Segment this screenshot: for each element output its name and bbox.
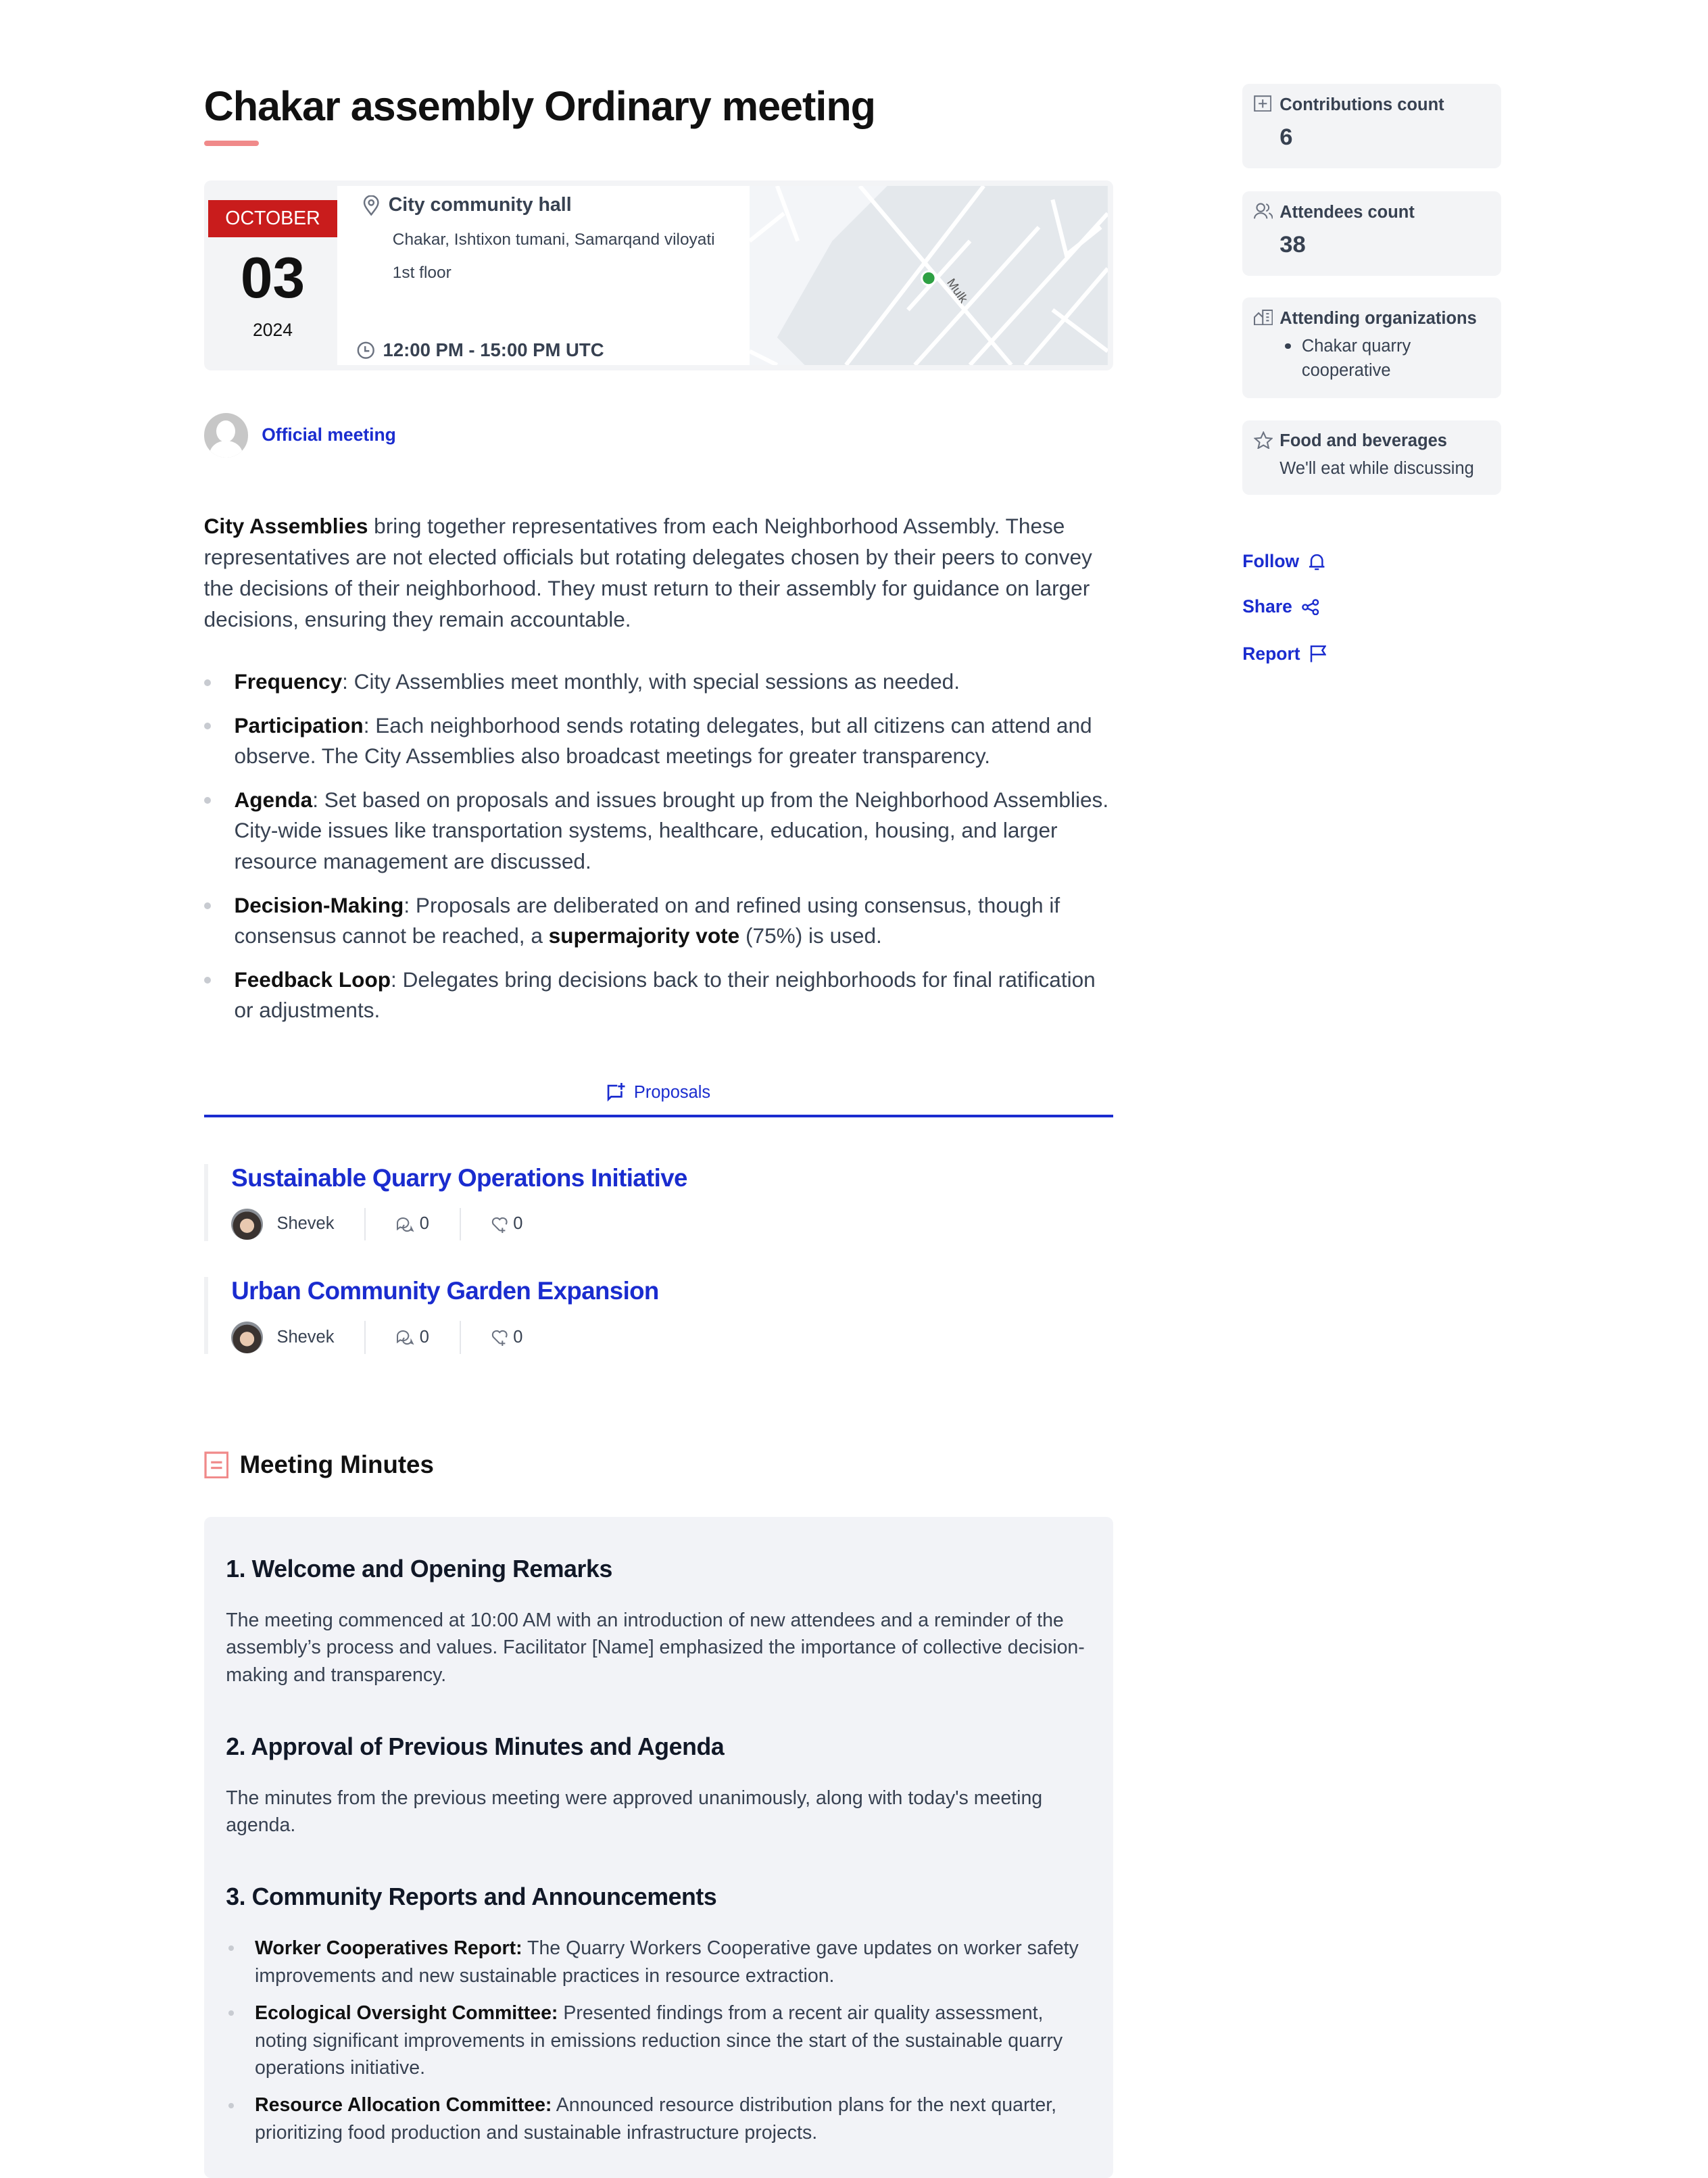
- event-year: 2024: [253, 319, 293, 340]
- document-icon: [204, 1451, 229, 1479]
- share-button[interactable]: Share: [1242, 596, 1319, 617]
- proposal-title[interactable]: Sustainable Quarry Operations Initiative: [231, 1164, 687, 1192]
- description: [204, 511, 1120, 635]
- building-icon: [1254, 309, 1273, 325]
- minutes-content: [204, 1517, 1113, 2178]
- date-box: [208, 186, 338, 365]
- contributions-card: Contributions count 6: [1242, 84, 1501, 168]
- endorsements-count: 0: [513, 1214, 523, 1234]
- organization-item: Chakar quarry cooperative: [1301, 336, 1411, 381]
- endorsements-icon: [491, 1215, 508, 1233]
- list-item: Worker Cooperatives Report: The Quarry Workers Cooperative gave updates on worker safety improvements and new sustainable practices in resource extraction.: [226, 1935, 1091, 1990]
- minutes-section-text: The minutes from the previous meeting were approved unanimously, along with today's meeting agenda.: [226, 1787, 1043, 1837]
- contributions-value: 6: [1279, 124, 1293, 150]
- proposal-card: [204, 1277, 1113, 1354]
- avatar: [204, 413, 248, 457]
- list-item: Decision-Making: Proposals are deliberated on and refined using consensus, though if consensus cannot be reached, a supermajority vote (75%) is used.: [204, 890, 1120, 952]
- attendees-card: Attendees count 38: [1242, 191, 1501, 275]
- details-list: [204, 667, 1120, 1038]
- share-icon: [1302, 599, 1319, 615]
- list-item: Frequency: City Assemblies meet monthly, with special sessions as needed.: [204, 667, 1120, 698]
- list-item: Resource Allocation Committee: Announced resource distribution plans for the next quarter, prioritizing food production and sustainable infrastructure projects.: [226, 2091, 1091, 2147]
- list-item: Ecological Oversight Committee: Presented findings from a recent air quality assessment, noting significant improvements in emissions reduction since the start of the sustainable quarry operations initiative.: [226, 2000, 1091, 2082]
- bell-icon: [1309, 552, 1325, 570]
- endorsements-count: 0: [513, 1327, 523, 1347]
- title-underline: [204, 141, 260, 146]
- tab-label: Proposals: [633, 1082, 711, 1102]
- proposal-icon: [606, 1083, 626, 1103]
- attendees-value: 38: [1279, 231, 1306, 258]
- follow-button[interactable]: Follow: [1242, 551, 1325, 572]
- minutes-section-title: 1. Welcome and Opening Remarks: [226, 1555, 612, 1582]
- event-floor: 1st floor: [392, 263, 452, 282]
- event-info: [337, 186, 749, 365]
- report-button[interactable]: Report: [1242, 644, 1326, 664]
- flag-icon: [1310, 645, 1326, 662]
- star-icon: [1254, 431, 1273, 449]
- clock-icon: [357, 341, 374, 359]
- plus-square-icon: [1254, 95, 1271, 112]
- author-avatar: [231, 1322, 263, 1353]
- tab-proposals[interactable]: [204, 1083, 1113, 1117]
- minutes-section-text: The meeting commenced at 10:00 AM with an introduction of new attendees and a reminder of the assembly’s process and values. Facilitator [Name] emphasized the importance of collective decision-making and transparency.: [226, 1609, 1085, 1687]
- proposal-title[interactable]: Urban Community Garden Expansion: [231, 1277, 659, 1305]
- minutes-heading-text: Meeting Minutes: [239, 1451, 434, 1478]
- event-place: City community hall: [388, 194, 572, 216]
- organizations-card: Attending organizations Chakar quarry cooperative: [1242, 297, 1501, 398]
- proposal-card: [204, 1164, 1113, 1241]
- food-card: Food and beverages We'll eat while discussing: [1242, 420, 1501, 495]
- list-item: Participation: Each neighborhood sends rotating delegates, but all citizens can attend and observe. The City Assemblies also broadcast meetings for greater transparency.: [204, 710, 1120, 773]
- list-item: Agenda: Set based on proposals and issues brought up from the Neighborhood Assemblies. City-wide issues like transportation systems, healthcare, education, housing, and larger resource management are discussed.: [204, 785, 1120, 878]
- event-day: 03: [240, 245, 306, 310]
- list-item: Feedback Loop: Delegates bring decisions back to their neighborhoods for final ratification or adjustments.: [204, 965, 1120, 1027]
- proposal-author[interactable]: Shevek: [276, 1214, 335, 1234]
- comments-icon: [396, 1329, 414, 1345]
- event-month: OCTOBER: [208, 200, 338, 237]
- map-street-label: Mulk: [944, 276, 971, 306]
- comments-count: 0: [419, 1214, 429, 1234]
- comments-count: 0: [419, 1327, 429, 1347]
- event-map[interactable]: [750, 186, 1108, 365]
- author-avatar: [231, 1209, 263, 1240]
- description-text: bring together representatives from each Neighborhood Assembly. These representatives are not elected officials but rotating delegates chosen by their peers to convey the decisions of their neighborhood. They must return to their assembly for guidance on larger decisions, ensuring they remain accountable.: [203, 514, 1092, 631]
- minutes-section-title: 3. Community Reports and Announcements: [226, 1883, 717, 1911]
- food-text: We'll eat while discussing: [1279, 459, 1474, 479]
- description-lead: City Assemblies: [203, 514, 368, 539]
- minutes-section-title: 2. Approval of Previous Minutes and Agenda: [226, 1733, 725, 1761]
- page-title: Chakar assembly Ordinary meeting: [203, 83, 875, 130]
- comments-icon: [396, 1216, 414, 1232]
- author-link[interactable]: Official meeting: [262, 425, 396, 445]
- users-icon: [1254, 203, 1273, 219]
- proposal-author[interactable]: Shevek: [276, 1327, 335, 1347]
- event-time: 12:00 PM - 15:00 PM UTC: [383, 339, 604, 360]
- author-row: [204, 413, 396, 457]
- endorsements-icon: [491, 1328, 508, 1346]
- location-pin-icon: [362, 195, 380, 216]
- minutes-heading: [204, 1451, 434, 1479]
- event-address: Chakar, Ishtixon tumani, Samarqand viloyati: [392, 230, 715, 249]
